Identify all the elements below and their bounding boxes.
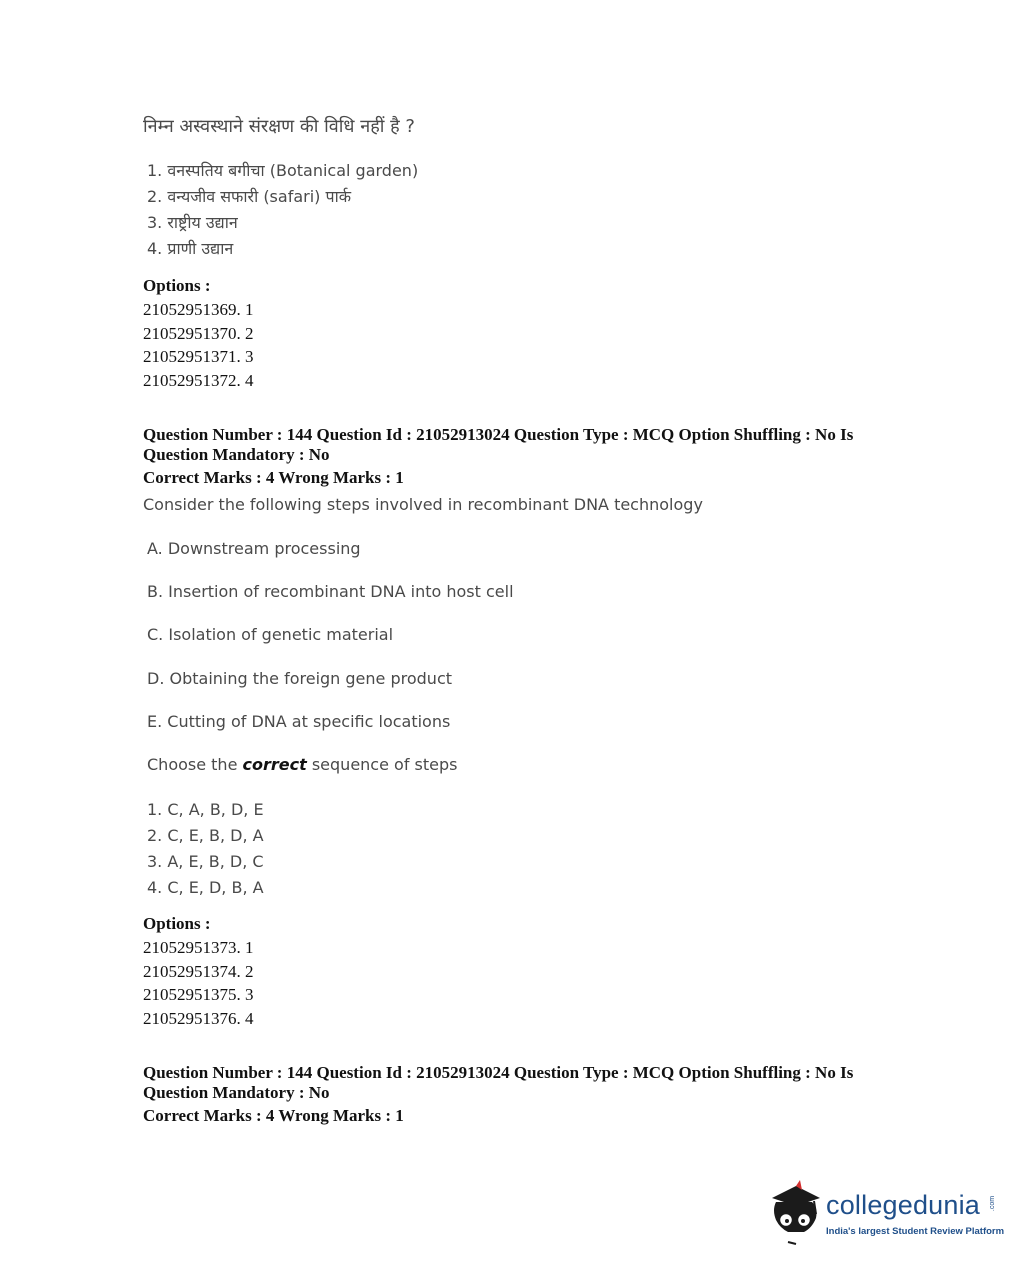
- question-meta: [143, 425, 883, 465]
- option-id-4: 21052951372. 4: [143, 370, 254, 390]
- question-prompt: Consider the following steps involved in recombinant DNA technology: [143, 495, 703, 514]
- option-id-2: 21052951370. 2: [143, 323, 254, 343]
- collegedunia-mascot-icon: [766, 1176, 826, 1248]
- brand-name: collegedunia: [826, 1190, 981, 1220]
- options-title: Options :: [143, 914, 211, 933]
- hindi-choice-1: 1. वनस्पतिय बगीचा (Botanical garden): [147, 161, 419, 180]
- option-id-2: 21052951374. 2: [143, 961, 254, 981]
- statement-c: C. Isolation of genetic material: [147, 625, 394, 644]
- next-question-marks: Correct Marks : 4 Wrong Marks : 1: [143, 1106, 404, 1125]
- instruction-post: sequence of steps: [306, 755, 458, 774]
- next-question-meta-line2: Question Mandatory : No: [143, 1083, 330, 1102]
- next-question-meta-line1: Question Number : 144 Question Id : 21052913024 Question Type : MCQ Option Shuffling : No Is: [143, 1063, 854, 1082]
- option-id-1: 21052951373. 1: [143, 938, 254, 957]
- option-id-3: 21052951375. 3: [143, 985, 254, 1004]
- choice-list: [147, 797, 264, 901]
- statement-d: D. Obtaining the foreign gene product: [147, 669, 453, 688]
- options-list-prev: [143, 298, 254, 392]
- next-question-meta: [143, 1063, 883, 1103]
- instruction: [147, 755, 457, 774]
- hindi-choice-4: 4. प्राणी उद्यान: [147, 239, 234, 258]
- hindi-choice-3: 3. राष्ट्रीय उद्यान: [147, 213, 238, 232]
- choice-1: 1. C, A, B, D, E: [147, 800, 264, 819]
- brand-suffix: .com: [989, 1195, 997, 1212]
- hindi-question-prompt: निम्न अस्वस्थाने संरक्षण की विधि नहीं है ?: [143, 116, 415, 137]
- question-meta-line2: Question Mandatory : No: [143, 445, 330, 464]
- choice-3: 3. A, E, B, D, C: [147, 852, 264, 871]
- hindi-choice-2: 2. वन्यजीव सफारी (safari) पार्क: [147, 187, 352, 206]
- choice-2: 2. C, E, B, D, A: [147, 826, 264, 845]
- hindi-choice-list: [147, 158, 418, 262]
- option-id-3: 21052951371. 3: [143, 347, 254, 366]
- options-title-prev: Options :: [143, 276, 211, 295]
- statement-e: E. Cutting of DNA at specific locations: [147, 712, 451, 731]
- statement-a: A. Downstream processing: [147, 539, 361, 558]
- instruction-pre: Choose the: [147, 755, 243, 774]
- question-marks: Correct Marks : 4 Wrong Marks : 1: [143, 468, 404, 487]
- instruction-emphasis: correct: [242, 755, 307, 774]
- choice-4: 4. C, E, D, B, A: [147, 878, 264, 897]
- question-meta-line1: Question Number : 144 Question Id : 21052913024 Question Type : MCQ Option Shuffling : No Is: [143, 425, 854, 444]
- brand-tagline: India's largest Student Review Platform: [826, 1226, 1005, 1237]
- options-list: [143, 936, 254, 1030]
- statement-b: B. Insertion of recombinant DNA into host cell: [147, 582, 514, 601]
- option-id-1: 21052951369. 1: [143, 300, 254, 319]
- option-id-4: 21052951376. 4: [143, 1008, 254, 1028]
